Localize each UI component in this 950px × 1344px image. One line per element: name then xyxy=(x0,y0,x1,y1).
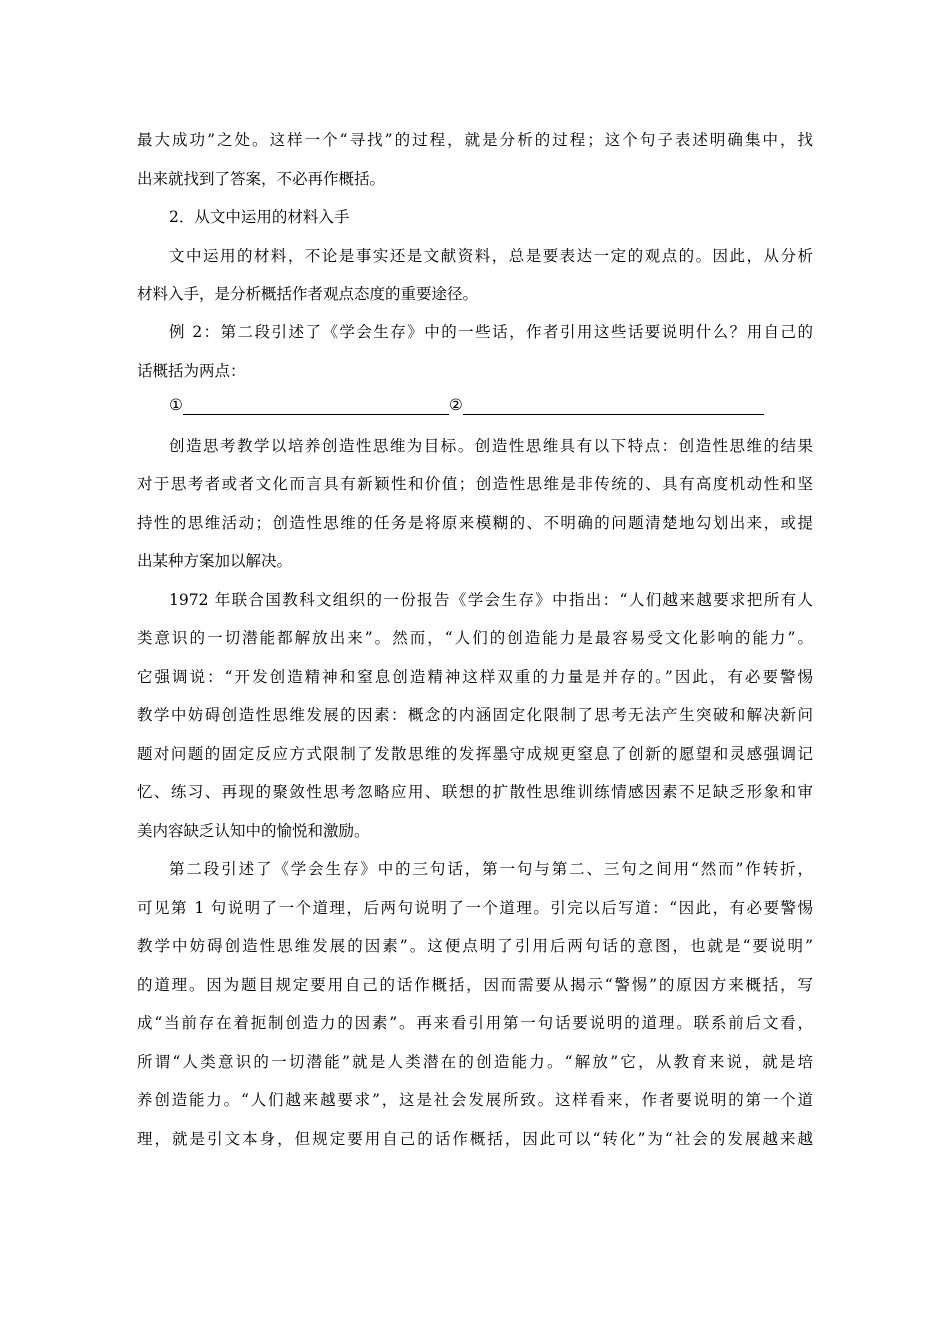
text-line: 第二段引述了《学会生存》中的三句话，第一句与第二、三句之间用“然而”作转折， xyxy=(169,860,813,878)
text-line: 忆、练习、再现的聚敛性思考忽略应用、联想的扩散性思维训练情感因素不足缺乏形象和审 xyxy=(137,783,813,801)
text-line: 所谓“人类意识的一切潜能”就是人类潜在的创造能力。“解放”它，从教育来说，就是培 xyxy=(137,1053,813,1071)
text-line: 对于思考者或者文化而言具有新颖性和价值；创造性思维是非传统的、具有高度机动性和坚 xyxy=(137,475,813,493)
text-line: 1972 年联合国教科文组织的一份报告《学会生存》中指出：“人们越来越要求把所有人 xyxy=(169,591,813,609)
text-line: 材料入手，是分析概括作者观点态度的重要途径。 xyxy=(137,285,479,303)
text-line: 美内容缺乏认知中的愉悦和激励。 xyxy=(137,822,370,840)
text-line: 养创造能力。“人们越来越要求”，这是社会发展所致。这样看来，作者要说明的第一个道 xyxy=(137,1091,813,1109)
text-line: 创造思考教学以培养创造性思维为目标。创造性思维具有以下特点：创造性思维的结果 xyxy=(169,437,813,455)
text-line: 可见第 1 句说明了一个道理，后两句说明了一个道理。引完以后写道：“因此，有必要警惕 xyxy=(137,899,813,917)
example-question: 例 2：第二段引述了《学会生存》中的一些话，作者引用这些话要说明什么？用自己的 xyxy=(169,323,813,341)
answer-blank-2[interactable] xyxy=(463,397,764,415)
text-line: 成“当前存在着扼制创造力的因素”。再来看引用第一句话要说明的道理。联系前后文看， xyxy=(137,1014,813,1032)
text-line: 话概括为两点： xyxy=(137,362,246,380)
text-line: 出某种方案加以解决。 xyxy=(137,552,293,570)
text-line: 持性的思维活动；创造性思维的任务是将原来模糊的、不明确的问题清楚地勾划出来，或提 xyxy=(137,514,813,532)
text-line: 文中运用的材料，不论是事实还是文献资料，总是要表达一定的观点的。因此，从分析 xyxy=(169,247,813,265)
text-line: 的道理。因为题目规定要用自己的话作概括，因而需要从揭示“警惕”的原因方来概括，写 xyxy=(137,976,813,994)
text-line: 出来就找到了答案，不必再作概括。 xyxy=(137,170,386,188)
answer-blanks xyxy=(169,395,764,415)
text-line: 题对问题的固定反应方式限制了发散思维的发挥墨守成规更窒息了创新的愿望和灵感强调记 xyxy=(137,745,813,763)
text-line: 类意识的一切潜能都解放出来”。然而，“人们的创造能力是最容易受文化影响的能力”。 xyxy=(137,629,813,647)
text-line: 教学中妨碍创造性思维发展的因素：概念的内涵固定化限制了思考无法产生突破和解决新问 xyxy=(137,706,813,724)
text-line: 最大成功”之处。这样一个“寻找”的过程，就是分析的过程；这个句子表述明确集中，找 xyxy=(137,131,813,149)
text-line: 教学中妨碍创造性思维发展的因素”。这便点明了引用后两句话的意图，也就是“要说明” xyxy=(137,937,813,955)
blank-marker-2: ② xyxy=(448,396,463,414)
section-heading: 2．从文中运用的材料入手 xyxy=(169,208,350,226)
text-line: 理，就是引文本身，但规定要用自己的话作概括，因此可以“转化”为“社会的发展越来越 xyxy=(137,1130,813,1148)
text-line: 它强调说：“开发创造精神和窒息创造精神这样双重的力量是并存的。”因此，有必要警惕 xyxy=(137,668,813,686)
answer-blank-1[interactable] xyxy=(183,397,449,415)
blank-marker-1: ① xyxy=(169,396,183,414)
